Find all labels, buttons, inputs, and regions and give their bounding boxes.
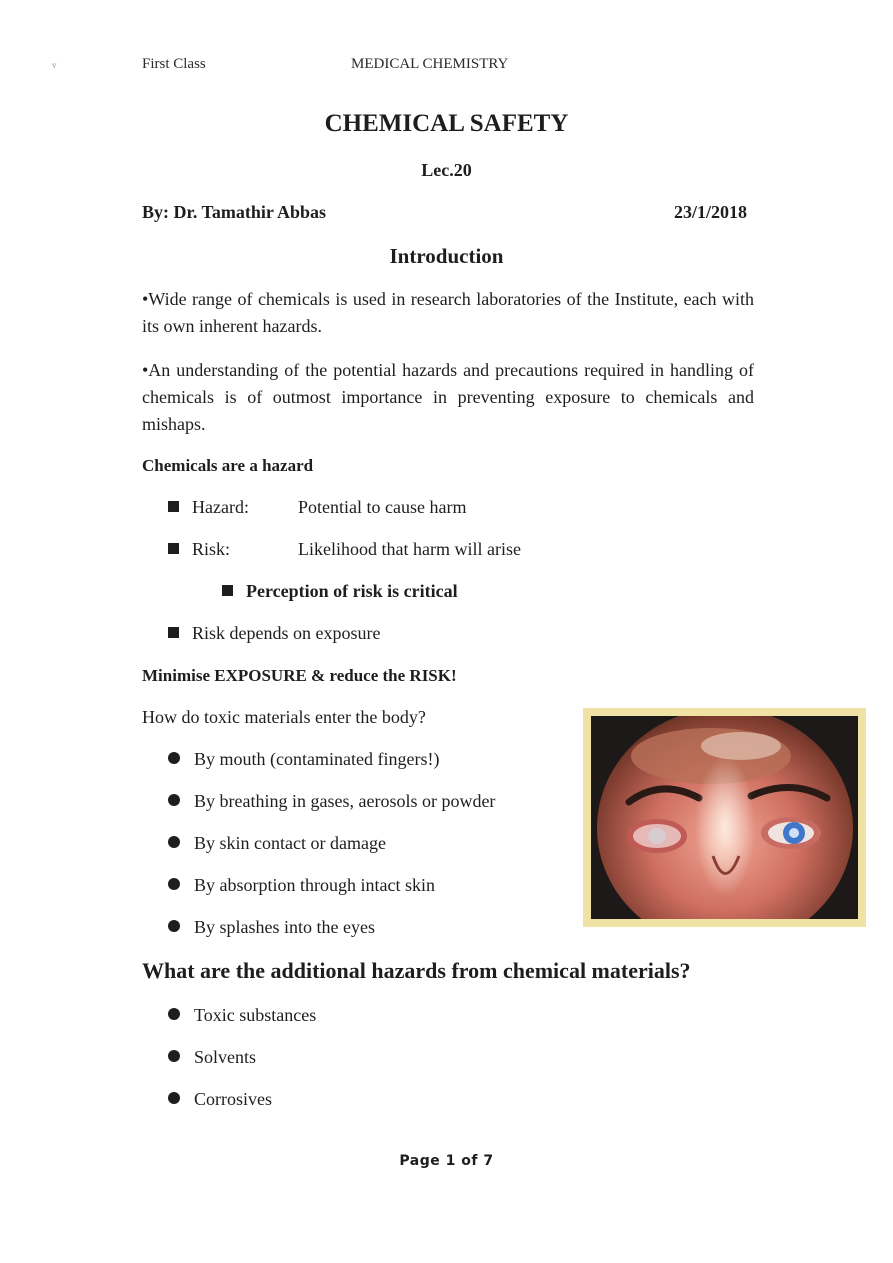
additional-item-text: Corrosives (194, 1089, 272, 1109)
entry-route-text: By breathing in gases, aerosols or powder (194, 791, 496, 811)
author: By: Dr. Tamathir Abbas (142, 202, 327, 222)
intro-paragraph-2: •An understanding of the potential hazards and precautions required in handling of chemicals is of outmost importance in preventing exposure to chemicals and mishaps. (142, 360, 754, 434)
entry-route-text: By mouth (contaminated fingers!) (194, 749, 440, 769)
square-bullet-icon (168, 627, 179, 638)
additional-hazards-heading: What are the additional hazards from chemical materials? (142, 958, 691, 983)
list-item (168, 1047, 256, 1068)
minimise-heading: Minimise EXPOSURE & reduce the RISK! (142, 666, 457, 685)
square-bullet-icon (168, 501, 179, 512)
list-item-hazard (168, 497, 466, 518)
bullet-dot-icon (168, 836, 180, 848)
bullet-dot-icon (168, 752, 180, 764)
page-number: Page 1 of 7 (399, 1153, 494, 1169)
square-bullet-icon (222, 585, 233, 596)
page-title: CHEMICAL SAFETY (324, 110, 569, 137)
list-item-perception (222, 581, 458, 602)
entry-route-text: By skin contact or damage (194, 833, 386, 853)
list-item (168, 875, 435, 896)
bullet-dot-icon (168, 878, 180, 890)
entry-question: How do toxic materials enter the body? (142, 707, 426, 727)
list-item-risk (168, 539, 521, 560)
list-item (168, 1089, 272, 1110)
lecture-date: 23/1/2018 (673, 202, 747, 222)
square-bullet-icon (168, 543, 179, 554)
scan-mark: v (52, 60, 57, 70)
additional-item-text: Solvents (194, 1047, 257, 1067)
bullet-dot-icon (168, 1050, 180, 1062)
list-item-risk-exposure (168, 623, 380, 644)
list-item (168, 791, 495, 812)
header-subject: MEDICAL CHEMISTRY (351, 56, 509, 72)
risk-definition: Likelihood that harm will arise (298, 539, 521, 559)
bullet-dot-icon (168, 920, 180, 932)
face-injury-illustration (591, 716, 858, 919)
hazard-term: Hazard: (192, 497, 249, 517)
perception-text: Perception of risk is critical (246, 581, 458, 601)
list-item (168, 917, 375, 938)
additional-item-text: Toxic substances (194, 1005, 317, 1025)
bullet-dot-icon (168, 1092, 180, 1104)
list-item (168, 833, 386, 854)
header-class: First Class (142, 56, 206, 72)
bullet-dot-icon (168, 1008, 180, 1020)
list-item (168, 749, 439, 770)
list-item (168, 1005, 316, 1026)
risk-term: Risk: (192, 539, 231, 559)
chemical-eye-injury-photo (583, 708, 866, 927)
section-title-introduction: Introduction (389, 244, 504, 268)
hazard-definition: Potential to cause harm (298, 497, 467, 517)
lecture-number: Lec.20 (421, 160, 472, 180)
entry-route-text: By splashes into the eyes (194, 917, 375, 937)
risk-exposure-text: Risk depends on exposure (192, 623, 381, 643)
bullet-dot-icon (168, 794, 180, 806)
entry-route-text: By absorption through intact skin (194, 875, 435, 895)
intro-paragraph-1: •Wide range of chemicals is used in research laboratories of the Institute, each with its own inherent hazards. (142, 289, 754, 336)
hazard-heading: Chemicals are a hazard (142, 456, 314, 475)
